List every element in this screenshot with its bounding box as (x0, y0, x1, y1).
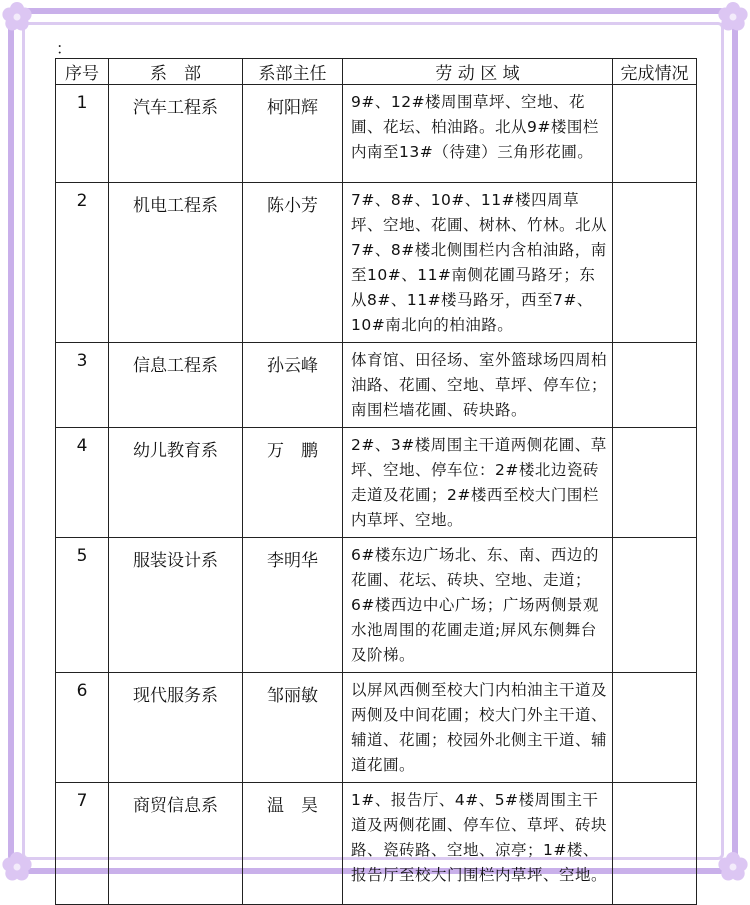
row-dept: 汽车工程系 (109, 85, 243, 183)
table-row (56, 783, 697, 905)
row-done (613, 538, 697, 673)
header-dept: 系 部 (109, 59, 243, 85)
row-dept: 服装设计系 (109, 538, 243, 673)
row-num: 7 (56, 783, 109, 905)
row-num: 1 (56, 85, 109, 183)
row-area: 2#、3#楼周围主干道两侧花圃、草坪、空地、停车位：2#楼北边瓷砖走道及花圃；2#楼西至校大门围栏内草坪、空地。 (343, 428, 613, 538)
row-dept: 幼儿教育系 (109, 428, 243, 538)
row-done (613, 183, 697, 343)
row-area: 以屏风西侧至校大门内柏油主干道及两侧及中间花圃；校大门外主干道、辅道、花圃；校园外北侧主干道、辅道花圃。 (343, 673, 613, 783)
row-head: 柯阳辉 (243, 85, 343, 183)
table-row (56, 183, 697, 343)
table-row (56, 428, 697, 538)
header-done: 完成情况 (613, 59, 697, 85)
row-done (613, 343, 697, 428)
row-area: 7#、8#、10#、11#楼四周草坪、空地、花圃、树林、竹林。北从7#、8#楼北侧围栏内含柏油路，南至10#、11#南侧花圃马路牙；东从8#、11#楼马路牙，西至7#、10#南北向的柏油路。 (343, 183, 613, 343)
table-row (56, 343, 697, 428)
row-dept: 信息工程系 (109, 343, 243, 428)
table-row (56, 538, 697, 673)
flower-icon (718, 2, 748, 32)
row-head: 孙云峰 (243, 343, 343, 428)
row-num: 4 (56, 428, 109, 538)
row-num: 5 (56, 538, 109, 673)
row-done (613, 428, 697, 538)
header-area: 劳 动 区 域 (343, 59, 613, 85)
row-head: 邹丽敏 (243, 673, 343, 783)
row-done (613, 673, 697, 783)
header-head: 系部主任 (243, 59, 343, 85)
row-head: 万 鹏 (243, 428, 343, 538)
labor-area-table (55, 58, 697, 905)
table-row (56, 85, 697, 183)
row-area: 1#、报告厅、4#、5#楼周围主干道及两侧花圃、停车位、草坪、砖块路、瓷砖路、空地、凉亭；1#楼、报告厅至校大门围栏内草坪、空地。 (343, 783, 613, 905)
flower-icon (2, 2, 32, 32)
row-area: 6#楼东边广场北、东、南、西边的花圃、花坛、砖块、空地、走道；6#楼西边中心广场；广场两侧景观水池周围的花圃走道;屏风东侧舞台及阶梯。 (343, 538, 613, 673)
row-num: 2 (56, 183, 109, 343)
row-done (613, 783, 697, 905)
row-done (613, 85, 697, 183)
flower-icon (718, 852, 748, 882)
row-num: 6 (56, 673, 109, 783)
row-dept: 商贸信息系 (109, 783, 243, 905)
row-area: 9#、12#楼周围草坪、空地、花圃、花坛、柏油路。北从9#楼围栏内南至13#（待建）三角形花圃。 (343, 85, 613, 183)
header-num: 序号 (56, 59, 109, 85)
row-num: 3 (56, 343, 109, 428)
header-row (56, 59, 697, 85)
row-area: 体育馆、田径场、室外篮球场四周柏油路、花圃、空地、草坪、停车位；南围栏墙花圃、砖块路。 (343, 343, 613, 428)
row-dept: 现代服务系 (109, 673, 243, 783)
row-head: 陈小芳 (243, 183, 343, 343)
table-row (56, 673, 697, 783)
table-caption: ： (56, 39, 73, 58)
row-dept: 机电工程系 (109, 183, 243, 343)
flower-icon (2, 852, 32, 882)
row-head: 温 昊 (243, 783, 343, 905)
row-head: 李明华 (243, 538, 343, 673)
